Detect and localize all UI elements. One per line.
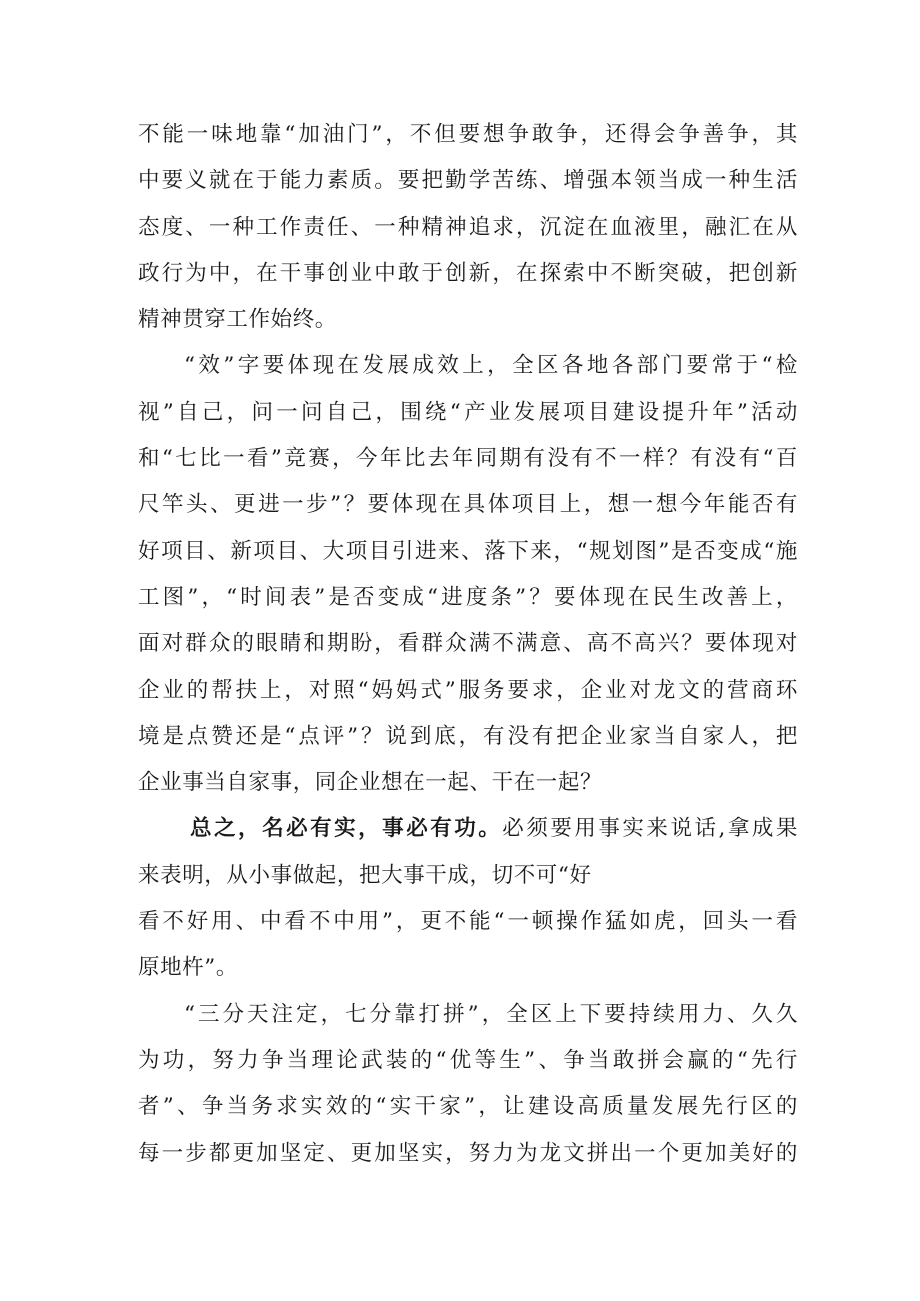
text-line: “三分天注定，七分靠打拼”，全区上下要持续用力、久久 [184,1001,798,1027]
text-run: 必须要用事实来说话,拿成果 [502,816,798,842]
text-line: 政行为中，在干事创业中敢于创新，在探索中不断突破，把创新 [138,260,798,286]
text-line: 境是点赞还是“点评”？说到底，有没有把企业家当自家人，把 [138,723,798,749]
text-line: 每一步都更加坚定、更加坚实，努力为龙文拼出一个更加美好的 [138,1140,798,1166]
text-line: 尺竿头、更进一步”？要体现在具体项目上，想一想今年能否有 [138,492,798,518]
text-line: “效”字要体现在发展成效上，全区各地各部门要常于“检 [184,353,798,379]
text-line: 精神贯穿工作始终。 [138,307,337,333]
text-line: 态度、一种工作责任、一种精神追求，沉淀在血液里，融汇在从 [138,214,798,240]
text-line: 视”自己，问一问自己，围绕“产业发展项目建设提升年”活动 [138,399,798,425]
text-line: 不能一味地靠“加油门”，不但要想争敢争，还得会争善争，其 [138,122,798,147]
bold-lead: 总之，名必有实，事必有功。 [190,816,503,842]
text-line: 看不好用、中看不中用”，更不能“一顿操作猛如虎，回头一看 [138,909,798,935]
paragraph-1 [138,112,798,343]
text-line: 好项目、新项目、大项目引进来、落下来，“规划图”是否变成“施 [138,538,798,564]
paragraph-3 [138,806,798,991]
text-line: 者”、争当务求实效的“实干家”，让建设高质量发展先行区的 [138,1094,798,1120]
paragraph-4 [138,992,798,1177]
text-line: 原地杵”。 [138,955,238,981]
text-line: 中要义就在于能力素质。要把勤学苦练、增强本领当成一种生活 [138,168,798,194]
document-page [138,112,798,1177]
text-line: 企业的帮扶上，对照“妈妈式”服务要求，企业对龙文的营商环 [138,677,798,703]
text-line: 和“七比一看”竞赛，今年比去年同期有没有不一样？有没有“百 [138,446,798,472]
paragraph-2 [138,343,798,806]
text-line: 为功，努力争当理论武装的“优等生”、争当敢拼会赢的“先行 [138,1047,798,1073]
text-line [138,806,798,852]
text-line: 面对群众的眼睛和期盼，看群众满不满意、高不高兴？要体现对 [138,631,798,657]
text-line: 工图”，“时间表”是否变成“进度条”？要体现在民生改善上， [138,584,798,610]
text-line: 企业事当自家事，同企业想在一起、干在一起？ [138,770,603,796]
text-line: 来表明，从小事做起，把大事干成，切不可“好 [138,862,592,888]
